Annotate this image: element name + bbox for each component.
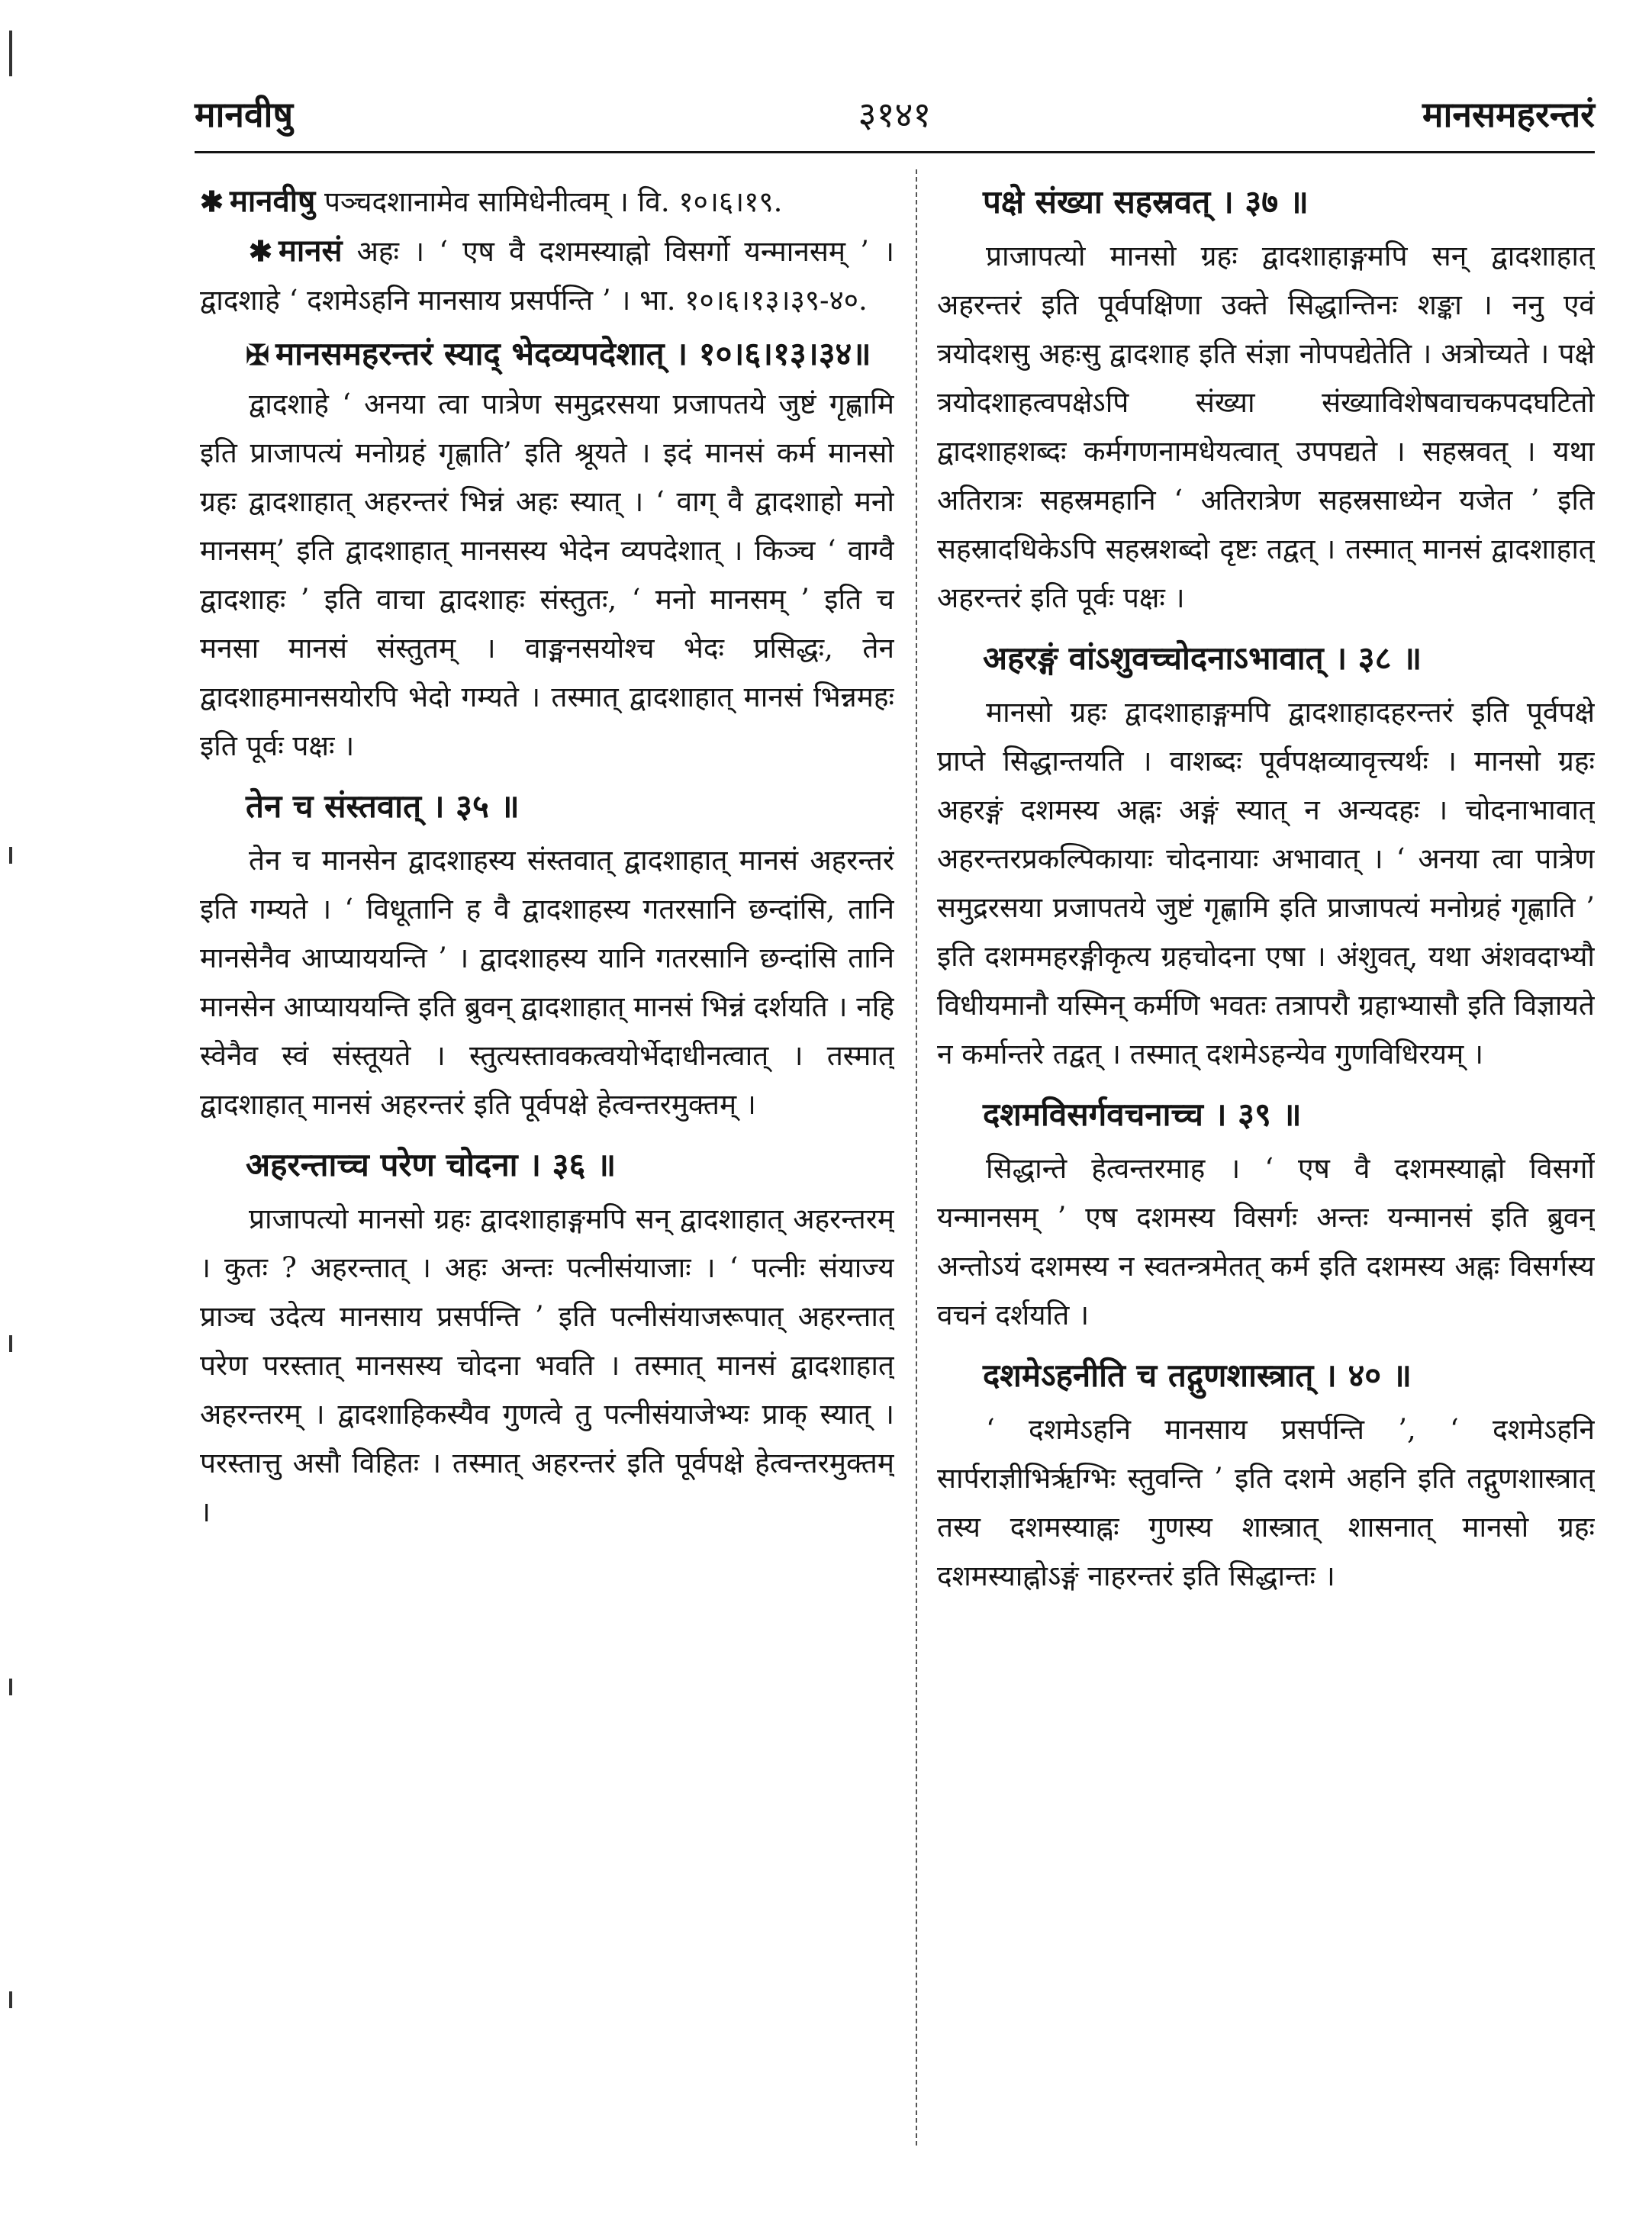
sutra-36: अहरन्ताच्च परेण चोदना । ३६ ॥ — [246, 1146, 617, 1183]
commentary-paragraph: द्वादशाहे ‘ अनया त्वा पात्रेण समुद्ररसया प्रजापतये जुष्टं गृह्णामि इति प्राजापत्यं मनोग्रहं गृह्णाति’ इति श्रूयते । इदं मानसं कर्म मानसो ग्रहः द्वादशाहात् अहरन्तरं भिन्नं अहः स्यात् । ‘ वाग् वै द्वादशाहो मनो मानसम्’ इति द्वादशाहात् मानसस्य भेदेन व्यपदेशात् । किञ्च ‘ वाग्वै द्वादशाहः ’ इति वाचा द्वादशाहः संस्तुतः, ‘ मनो मानसम् ’ इति च मनसा मानसं संस्तुतम् । वाङ्मनसयोश्च भेदः प्रसिद्धः, तेन द्वादशाहमानसयोरपि भेदो गम्यते । तस्मात् द्वादशाहात् मानसं भिन्नमहः इति पूर्वः पक्षः । — [200, 388, 894, 762]
cross-icon: ✠ — [246, 338, 270, 372]
commentary-paragraph: प्राजापत्यो मानसो ग्रहः द्वादशाहाङ्गमपि सन् द्वादशाहात् अहरन्तरं इति पूर्वपक्षिणा उक्ते सिद्धान्तिनः शङ्का । ननु एवं त्रयोदशसु अहःसु द्वादशाह इति संज्ञा नोपपद्येतेति । अत्रोच्यते । पक्षे त्रयोदशाहत्वपक्षेऽपि संख्या संख्याविशेषवाचकपदघटितो द्वादशाहशब्दः कर्मगणनामधेयत्वात् उपपद्यते । सहस्रवत् । यथा अतिरात्रः सहस्रमहानि ‘ अतिरात्रेण सहस्रसाध्येन यजेत ’ इति सहस्रादधिकेऽपि सहस्रशब्दो दृष्टः तद्वत् । तस्मात् मानसं द्वादशाहात् अहरन्तरं इति पूर्वः पक्षः । — [937, 240, 1595, 614]
right-column — [937, 177, 1595, 2161]
sutra-35: तेन च संस्तवात् । ३५ ॥ — [246, 787, 520, 825]
commentary-paragraph: ‘ दशमेऽहनि मानसाय प्रसर्पन्ति ’, ‘ दशमेऽहनि सार्पराज्ञीभिर्ऋग्भिः स्तुवन्ति ’ इति दशमे अहनि इति तद्गुणशास्त्रात् तस्य दशमस्याह्नः गुणस्य शास्त्रात् शासनात् मानसो ग्रहः दशमस्याह्नोऽङ्गं नाहरन्तरं इति सिद्धान्तः । — [937, 1413, 1595, 1592]
sutra-40: दशमेऽहनीति च तद्गुणशास्त्रात् । ४० ॥ — [983, 1357, 1412, 1394]
entry-manasam — [200, 227, 894, 325]
entry-text: अहः । ‘ एष वै दशमस्याह्नो विसर्गो यन्मानसम् ’ । द्वादशाहे ‘ दशमेऽहनि मानसाय प्रसर्पन्ति ’ । भा. १०।६।१३।३९-४०. — [200, 235, 894, 317]
page-header — [195, 92, 1595, 160]
left-column — [200, 177, 894, 2161]
sutra-39: दशमविसर्गवचनाच्च । ३९ ॥ — [983, 1096, 1302, 1133]
header-left-guideword: मानवीषु — [195, 94, 294, 135]
header-rule — [195, 151, 1595, 153]
entry-manavishu — [200, 177, 894, 227]
sutra-34: मानसमहरन्तरं स्याद् भेदव्यपदेशात् । १०।६।१३।३४॥ — [275, 335, 871, 372]
column-divider — [916, 169, 917, 2146]
entry-headword: मानवीषु — [230, 184, 316, 219]
entry-text: पञ्चदशानामेव सामिधेनीत्वम् । वि. १०।६।१९. — [324, 185, 783, 218]
commentary-paragraph: मानसो ग्रहः द्वादशाहाङ्गमपि द्वादशाहादहरन्तरं इति पूर्वपक्षे प्राप्ते सिद्धान्तयति । वाशब्दः पूर्वपक्षव्यावृत्त्यर्थः । मानसो ग्रहः अहरङ्गं दशमस्य अह्नः अङ्गं स्यात् न अन्यदहः । चोदनाभावात् अहरन्तरप्रकल्पिकायाः चोदनायाः अभावात् । ‘ अनया त्वा पात्रेण समुद्ररसया प्रजापतये जुष्टं गृह्णामि इति प्राजापत्यं मनोग्रहं गृह्णाति ’ इति दशममहरङ्गीकृत्य ग्रहचोदना एषा । अंशुवत्, यथा अंशवदाभ्यौ विधीयमानौ यस्मिन् कर्मणि भवतः तत्रापरौ ग्रहाभ्यासौ इति विज्ञायते न कर्मान्तरे तद्वत् । तस्मात् दशमेऽहन्येव गुणविधिरयम् । — [937, 696, 1595, 1070]
asterisk-icon: ✱ — [200, 185, 224, 218]
commentary-paragraph: तेन च मानसेन द्वादशाहस्य संस्तवात् द्वादशाहात् मानसं अहरन्तरं इति गम्यते । ‘ विधूतानि ह वै द्वादशाहस्य गतरसानि छन्दांसि, तानि मानसेनैव आप्याययन्ति ’ । द्वादशाहस्य यानि गतरसानि छन्दांसि तानि मानसेन आप्याययन्ति इति ब्रुवन् द्वादशाहात् मानसं भिन्नं दर्शयति । नहि स्वेनैव स्वं संस्तूयते । स्तुत्यस्तावकत्वयोर्भेदाधीनत्वात् । तस्मात् द्वादशाहात् मानसं अहरन्तरं इति पूर्वपक्षे हेत्वन्तरमुक्तम् । — [200, 844, 894, 1121]
entry-headword: मानसं — [279, 233, 343, 269]
asterisk-icon: ✱ — [249, 234, 273, 268]
commentary-paragraph: सिद्धान्ते हेत्वन्तरमाह । ‘ एष वै दशमस्याह्नो विसर्गो यन्मानसम् ’ एष दशमस्य विसर्गः अन्तः यन्मानसं इति ब्रुवन् अन्तोऽयं दशमस्य न स्वतन्त्रमेतत् कर्म इति दशमस्य अह्नः विसर्गस्य वचनं दर्शयति । — [937, 1152, 1595, 1331]
header-right-guideword: मानसमहरन्तरं — [1422, 94, 1595, 135]
sutra-38: अहरङ्गं वांऽशुवच्चोदनाऽभावात् । ३८ ॥ — [983, 639, 1422, 677]
entry-manasam-aharantaram — [200, 330, 894, 380]
page-number: ३१४१ — [858, 94, 932, 135]
commentary-paragraph: प्राजापत्यो मानसो ग्रहः द्वादशाहाङ्गमपि सन् द्वादशाहात् अहरन्तरम् । कुतः ? अहरन्तात् । अहः अन्तः पत्नीसंयाजाः । ‘ पत्नीः संयाज्य प्राञ्च उदेत्य मानसाय प्रसर्पन्ति ’ इति पत्नीसंयाजरूपात् अहरन्तात् परेण परस्तात् मानसस्य चोदना भवति । तस्मात् मानसं द्वादशाहात् अहरन्तरम् । द्वादशाहिकस्यैव गुणत्वे तु पत्नीसंयाजेभ्यः प्राक् स्यात् । परस्तात्तु असौ विहितः । तस्मात् अहरन्तरं इति पूर्वपक्षे हेत्वन्तरमुक्तम् । — [200, 1202, 894, 1528]
sutra-37: पक्षे संख्या सहस्रवत् । ३७ ॥ — [983, 183, 1309, 221]
